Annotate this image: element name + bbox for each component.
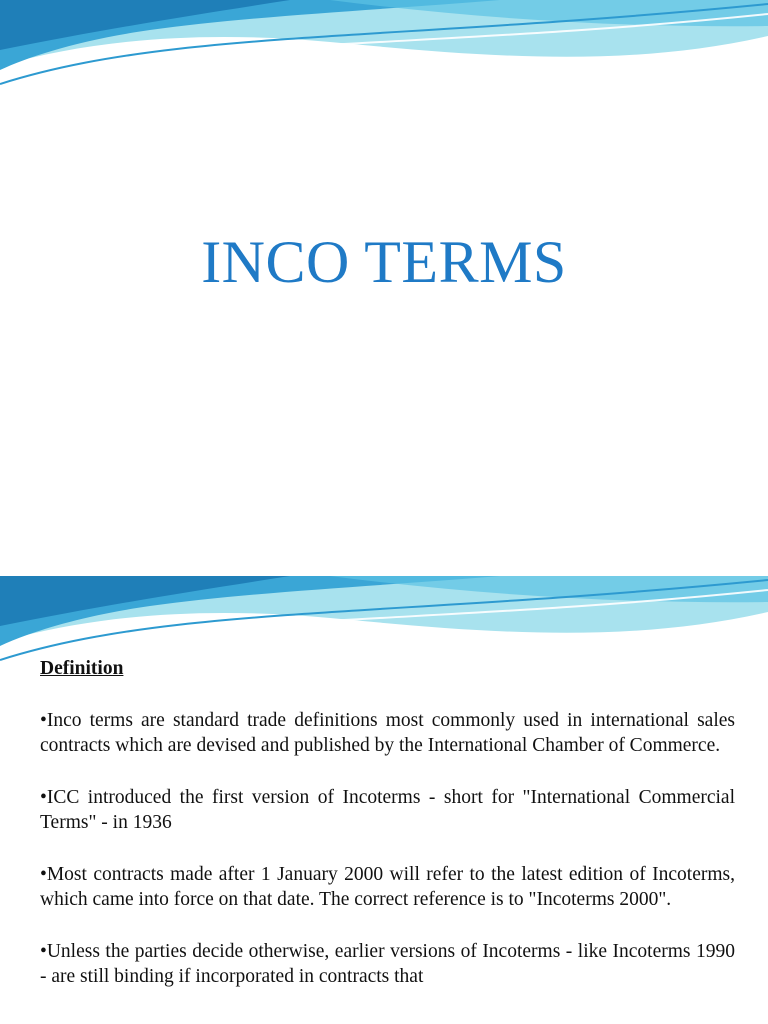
slide-title: INCO TERMS — [201, 229, 567, 295]
section-heading: Definition — [40, 658, 124, 679]
slide-content — [40, 656, 735, 1016]
definition-slide — [0, 576, 768, 1024]
bullet-paragraph: •Unless the parties decide otherwise, earlier versions of Incoterms - like Incoterms 1990 - are still binding if incorporated in contracts that — [40, 940, 735, 987]
wave-header-decoration — [0, 0, 768, 100]
bullet-paragraph: •Most contracts made after 1 January 2000 will refer to the latest edition of Incoterms, which came into force on that date. The correct reference is to "Incoterms 2000". — [40, 863, 735, 910]
bullet-paragraph: •ICC introduced the first version of Incoterms - short for "International Commercial Terms" - in 1936 — [40, 786, 735, 833]
bullet-paragraph: •Inco terms are standard trade definitions most commonly used in international sales contracts which are devised and published by the International Chamber of Commerce. — [40, 709, 735, 756]
